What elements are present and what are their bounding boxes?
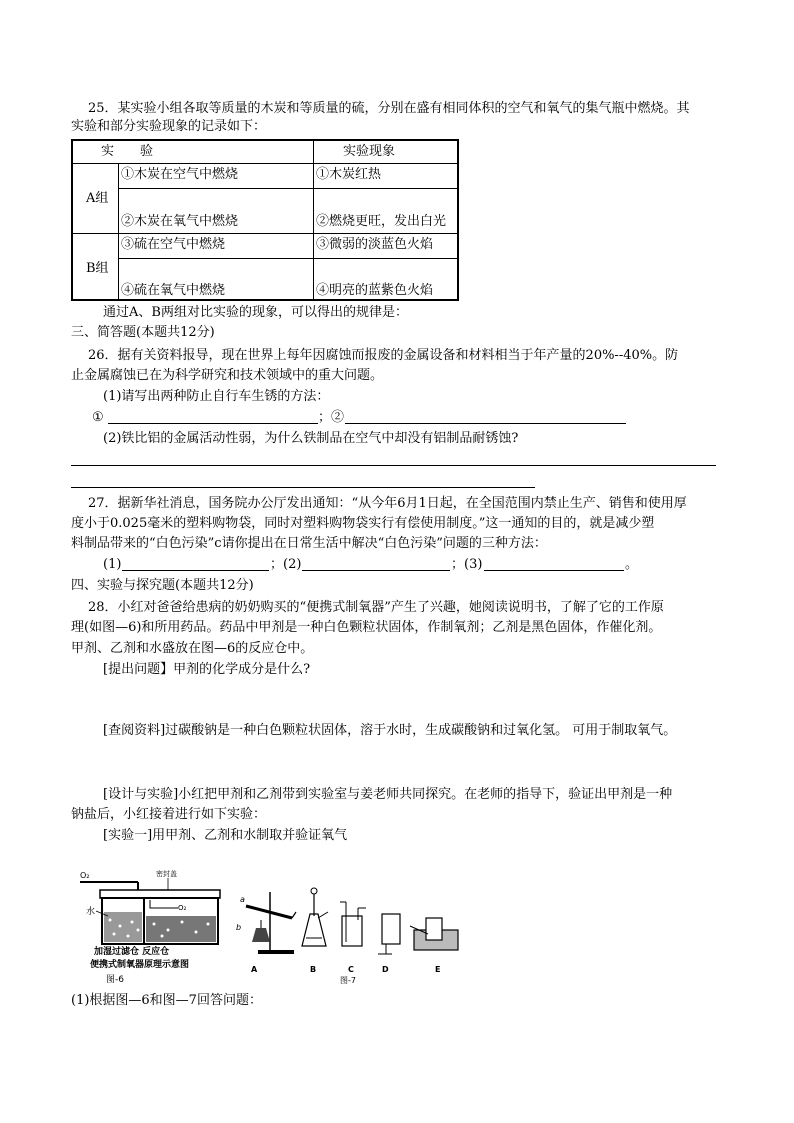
q28-info: [查阅资料]过碳酸钠是一种白色颗粒状固体，溶于水时，生成碳酸钠和过氧化氢。 可用于制取氧气。	[103, 723, 677, 738]
fig7-label-C: C	[348, 965, 354, 974]
fig6-water-label: 水	[86, 907, 96, 917]
q28-line1: 28．小红对爸爸给患病的奶奶购买的“便携式制氧器”产生了兴趣，她阅读说明书，了解了它的工作原	[88, 600, 664, 615]
fig7-label: 图-7	[340, 976, 356, 985]
fig6-o2-inner-label: O₂	[178, 904, 187, 912]
table-cell-phen-4: ④明亮的蓝紫色火焰	[316, 283, 434, 298]
q27-line3: 料制品带来的“白色污染”c请你提出在日常生活中解决“白色污染”问题的三种方法：	[71, 536, 547, 551]
q27-blank1-label: (1)	[103, 557, 122, 572]
q27-answer-line-3[interactable]	[484, 570, 624, 571]
fig7-label-A: A	[251, 965, 258, 974]
table-cell-phen-3: ③微弱的淡蓝色火焰	[316, 237, 434, 252]
q26-answer-line-2[interactable]	[345, 423, 626, 424]
fig6-caption-chambers: 加湿过滤仓 反应仓	[94, 947, 170, 957]
table-header-phenomenon: 实验现象	[343, 144, 396, 159]
experiment-table	[71, 139, 459, 301]
fig6-o2-outlet-label: O₂	[80, 871, 90, 880]
table-cell-phen-1: ①木炭红热	[316, 167, 382, 182]
q28-exp1: [实验一]用甲剂、乙剂和水制取并验证氧气	[103, 828, 348, 843]
table-cell-exp-2: ②木炭在氧气中燃烧	[121, 214, 239, 229]
table-cell-exp-3: ③硫在空气中燃烧	[121, 237, 226, 252]
q26-answer-line-4[interactable]	[71, 487, 535, 488]
q28-answer-prompt: (1)根据图—6和图—7回答问题：	[71, 993, 262, 1008]
table-header-experiment: 实 验	[101, 144, 154, 159]
group-a-label: A组	[86, 191, 109, 206]
fig7-label-D: D	[382, 965, 389, 974]
group-b-label: B组	[86, 261, 109, 276]
q27-answer-line-2[interactable]	[302, 570, 450, 571]
fig6-label: 图-6	[106, 975, 124, 985]
q26-sub2: (2)铁比铝的金属活动性弱，为什么铁制品在空气中却没有铝制品耐锈蚀?	[103, 431, 519, 446]
q28-question: [提出问题】甲剂的化学成分是什么?	[103, 662, 311, 677]
section-3-heading: 三、简答题(本题共12分)	[71, 325, 215, 340]
section-4-heading: 四、实验与探究题(本题共12分)	[71, 578, 254, 593]
fig6-caption-title: 便携式制氧器原理示意图	[90, 960, 190, 970]
fig7-label-E: E	[435, 965, 441, 974]
q26-answer-line-1[interactable]	[108, 423, 318, 424]
figure-7-apparatus-diagram	[234, 880, 466, 986]
q27-blank3-label: ；(3)	[451, 557, 483, 572]
fig6-lid-label: 密封盖	[156, 870, 177, 878]
q27-line2: 度小于0.025毫米的塑料购物袋，同时对塑料购物袋实行有偿使用制度。”这一通知的目的，就是减少塑	[71, 516, 655, 531]
table-cell-exp-1: ①木炭在空气中燃烧	[121, 167, 239, 182]
q27-blank2-label: ；(2)	[270, 557, 302, 572]
fig7-label-a: a	[240, 895, 245, 904]
q28-line3: 甲剂、乙剂和水盛放在图—6的反应仓中。	[71, 641, 314, 656]
q26-answer-line-3[interactable]	[71, 465, 716, 466]
q25-intro-line1: 25．某实验小组各取等质量的木炭和等质量的硫，分别在盛有相同体积的空气和氧气的集气瓶中燃烧。其	[88, 101, 690, 116]
table-cell-phen-2: ②燃烧更旺，发出白光	[316, 214, 447, 229]
table-cell-exp-4: ④硫在氧气中燃烧	[121, 283, 226, 298]
q26-blank2-label: ；②	[318, 410, 345, 425]
fig7-label-B: B	[310, 965, 317, 974]
q26-sub1: (1)请写出两种防止自行车生锈的方法：	[103, 389, 330, 404]
fig7-label-b: b	[236, 923, 242, 932]
q26-blank1-label: ①	[92, 410, 104, 425]
q27-end: 。	[625, 557, 639, 572]
figure-6-oxygen-generator-diagram	[78, 864, 228, 988]
q25-intro-line2: 实验和部分实验现象的记录如下：	[71, 119, 267, 134]
q28-line2: 理(如图—6)和所用药品。药品中甲剂是一种白色颗粒状固体，作制氧剂；乙剂是黑色固体，作催化剂。	[71, 620, 662, 635]
q26-line2: 止金属腐蚀已在为科学研究和技术领域中的重大问题。	[71, 368, 384, 383]
q28-design-line2: 钠盐后，小红接着进行如下实验：	[71, 807, 267, 822]
q27-answer-line-1[interactable]	[122, 570, 269, 571]
q28-design-line1: [设计与实验]小红把甲剂和乙剂带到实验室与姜老师共同探究。在老师的指导下，验证出甲剂是一种	[103, 787, 673, 802]
q26-line1: 26．据有关资料报导，现在世界上每年因腐蚀而报废的金属设备和材料相当于年产量的20%--40%。防	[88, 348, 679, 363]
q25-conclusion: 通过A、B两组对比实验的现象，可以得出的规律是：	[103, 305, 408, 320]
q27-line1: 27．据新华社消息，国务院办公厅发出通知：“从今年6月1日起，在全国范围内禁止生产、销售和使用厚	[88, 496, 687, 511]
